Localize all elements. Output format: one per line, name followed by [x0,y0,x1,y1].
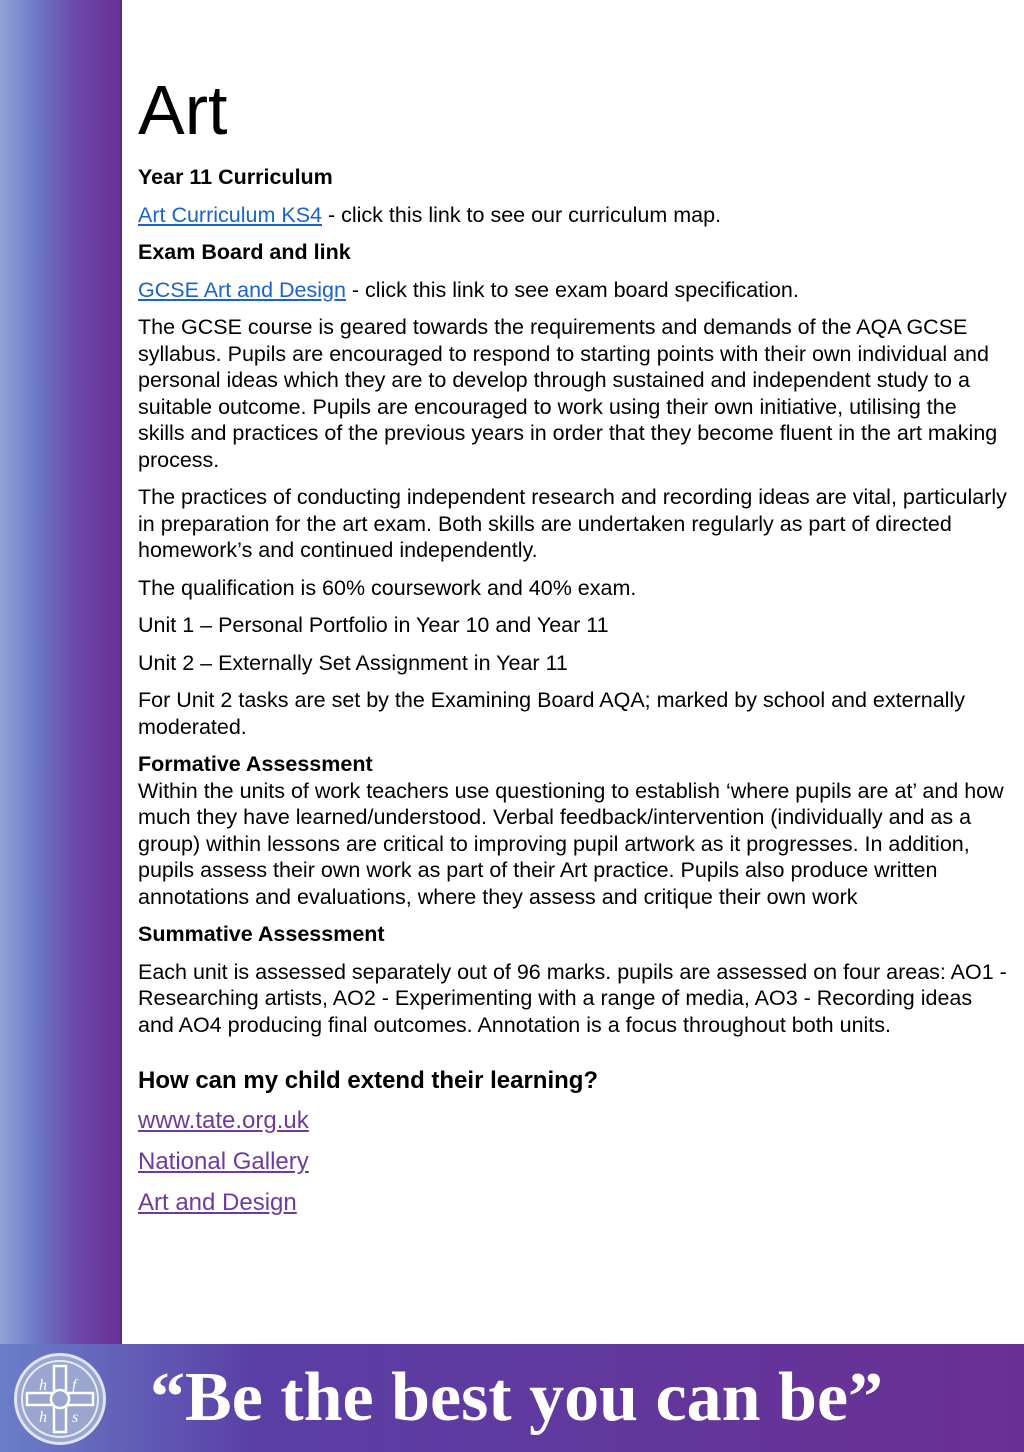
exam-board-heading: Exam Board and link [138,240,351,264]
summative-heading: Summative Assessment [138,922,385,946]
formative-text: Within the units of work teachers use questioning to establish ‘where pupils are at’ and how much they have learned/understood. Verbal feedback/intervention (individually and as a group) within lessons are critical to improving pupil artwork as it progresses. In addition, pupils assess their own work as part of their Art practice. Pupils also produce written annotations and evaluations, where they assess and critique their own work [138,778,1004,909]
unit-2-paragraph: Unit 2 – Externally Set Assignment in Year 11 [138,650,568,675]
crest-letter-h2: h [39,1409,47,1426]
unit-1-paragraph: Unit 1 – Personal Portfolio in Year 10 and Year 11 [138,613,609,637]
school-crest-icon [14,1353,106,1445]
exam-board-link[interactable]: GCSE Art and Design [138,277,346,302]
formative-heading: Formative Assessment [138,752,373,776]
curriculum-link[interactable]: Art Curriculum KS4 [138,202,322,227]
main-content [138,70,1008,1229]
exam-board-line [138,277,1008,304]
crest-letter-f: f [72,1377,77,1394]
exam-board-suffix: - click this link to see exam board specification. [345,277,799,302]
crest-letter-h1: h [39,1377,47,1394]
curriculum-suffix: - click this link to see our curriculum map. [322,202,722,227]
crest-cross-icon [17,1356,103,1442]
course-description-paragraph: The GCSE course is geared towards the requirements and demands of the AQA GCSE syllabus. Pupils are encouraged to respond to starting points with their own individual and personal ideas which they are to develop through sustained and independent study to a suitable outcome. Pupils are encouraged to work using their own initiative, utilising the skills and practices of the previous years in order that they become fluent in the art making process. [138,315,998,472]
extend-learning-heading: How can my child extend their learning? [138,1067,599,1094]
side-decorative-bar [0,0,122,1344]
year-heading: Year 11 Curriculum [138,165,333,189]
qualification-paragraph: The qualification is 60% coursework and 40% exam. [138,575,637,600]
tate-link[interactable]: www.tate.org.uk [138,1107,309,1134]
art-and-design-link[interactable]: Art and Design [138,1189,297,1216]
footer-banner [0,1344,1024,1452]
curriculum-line [138,202,1008,229]
school-motto: “Be the best you can be” [150,1359,884,1436]
unit-2-tasks-paragraph: For Unit 2 tasks are set by the Examining Board AQA; marked by school and externally moderated. [138,688,965,739]
summative-text: Each unit is assessed separately out of 96 marks. pupils are assessed on four areas: AO1 - Researching artists, AO2 - Experimenting with a range of media, AO3 - Recording ideas and AO4 producing final outcomes. Annotation is a focus throughout both units. [138,959,1007,1037]
crest-letter-s: s [72,1409,79,1426]
practices-paragraph: The practices of conducting independent research and recording ideas are vital, particularly in preparation for the art exam. Both skills are undertaken regularly as part of directed homework’s and continued independently. [138,485,1007,562]
national-gallery-link[interactable]: National Gallery [138,1148,309,1175]
page-title: Art [138,71,228,149]
